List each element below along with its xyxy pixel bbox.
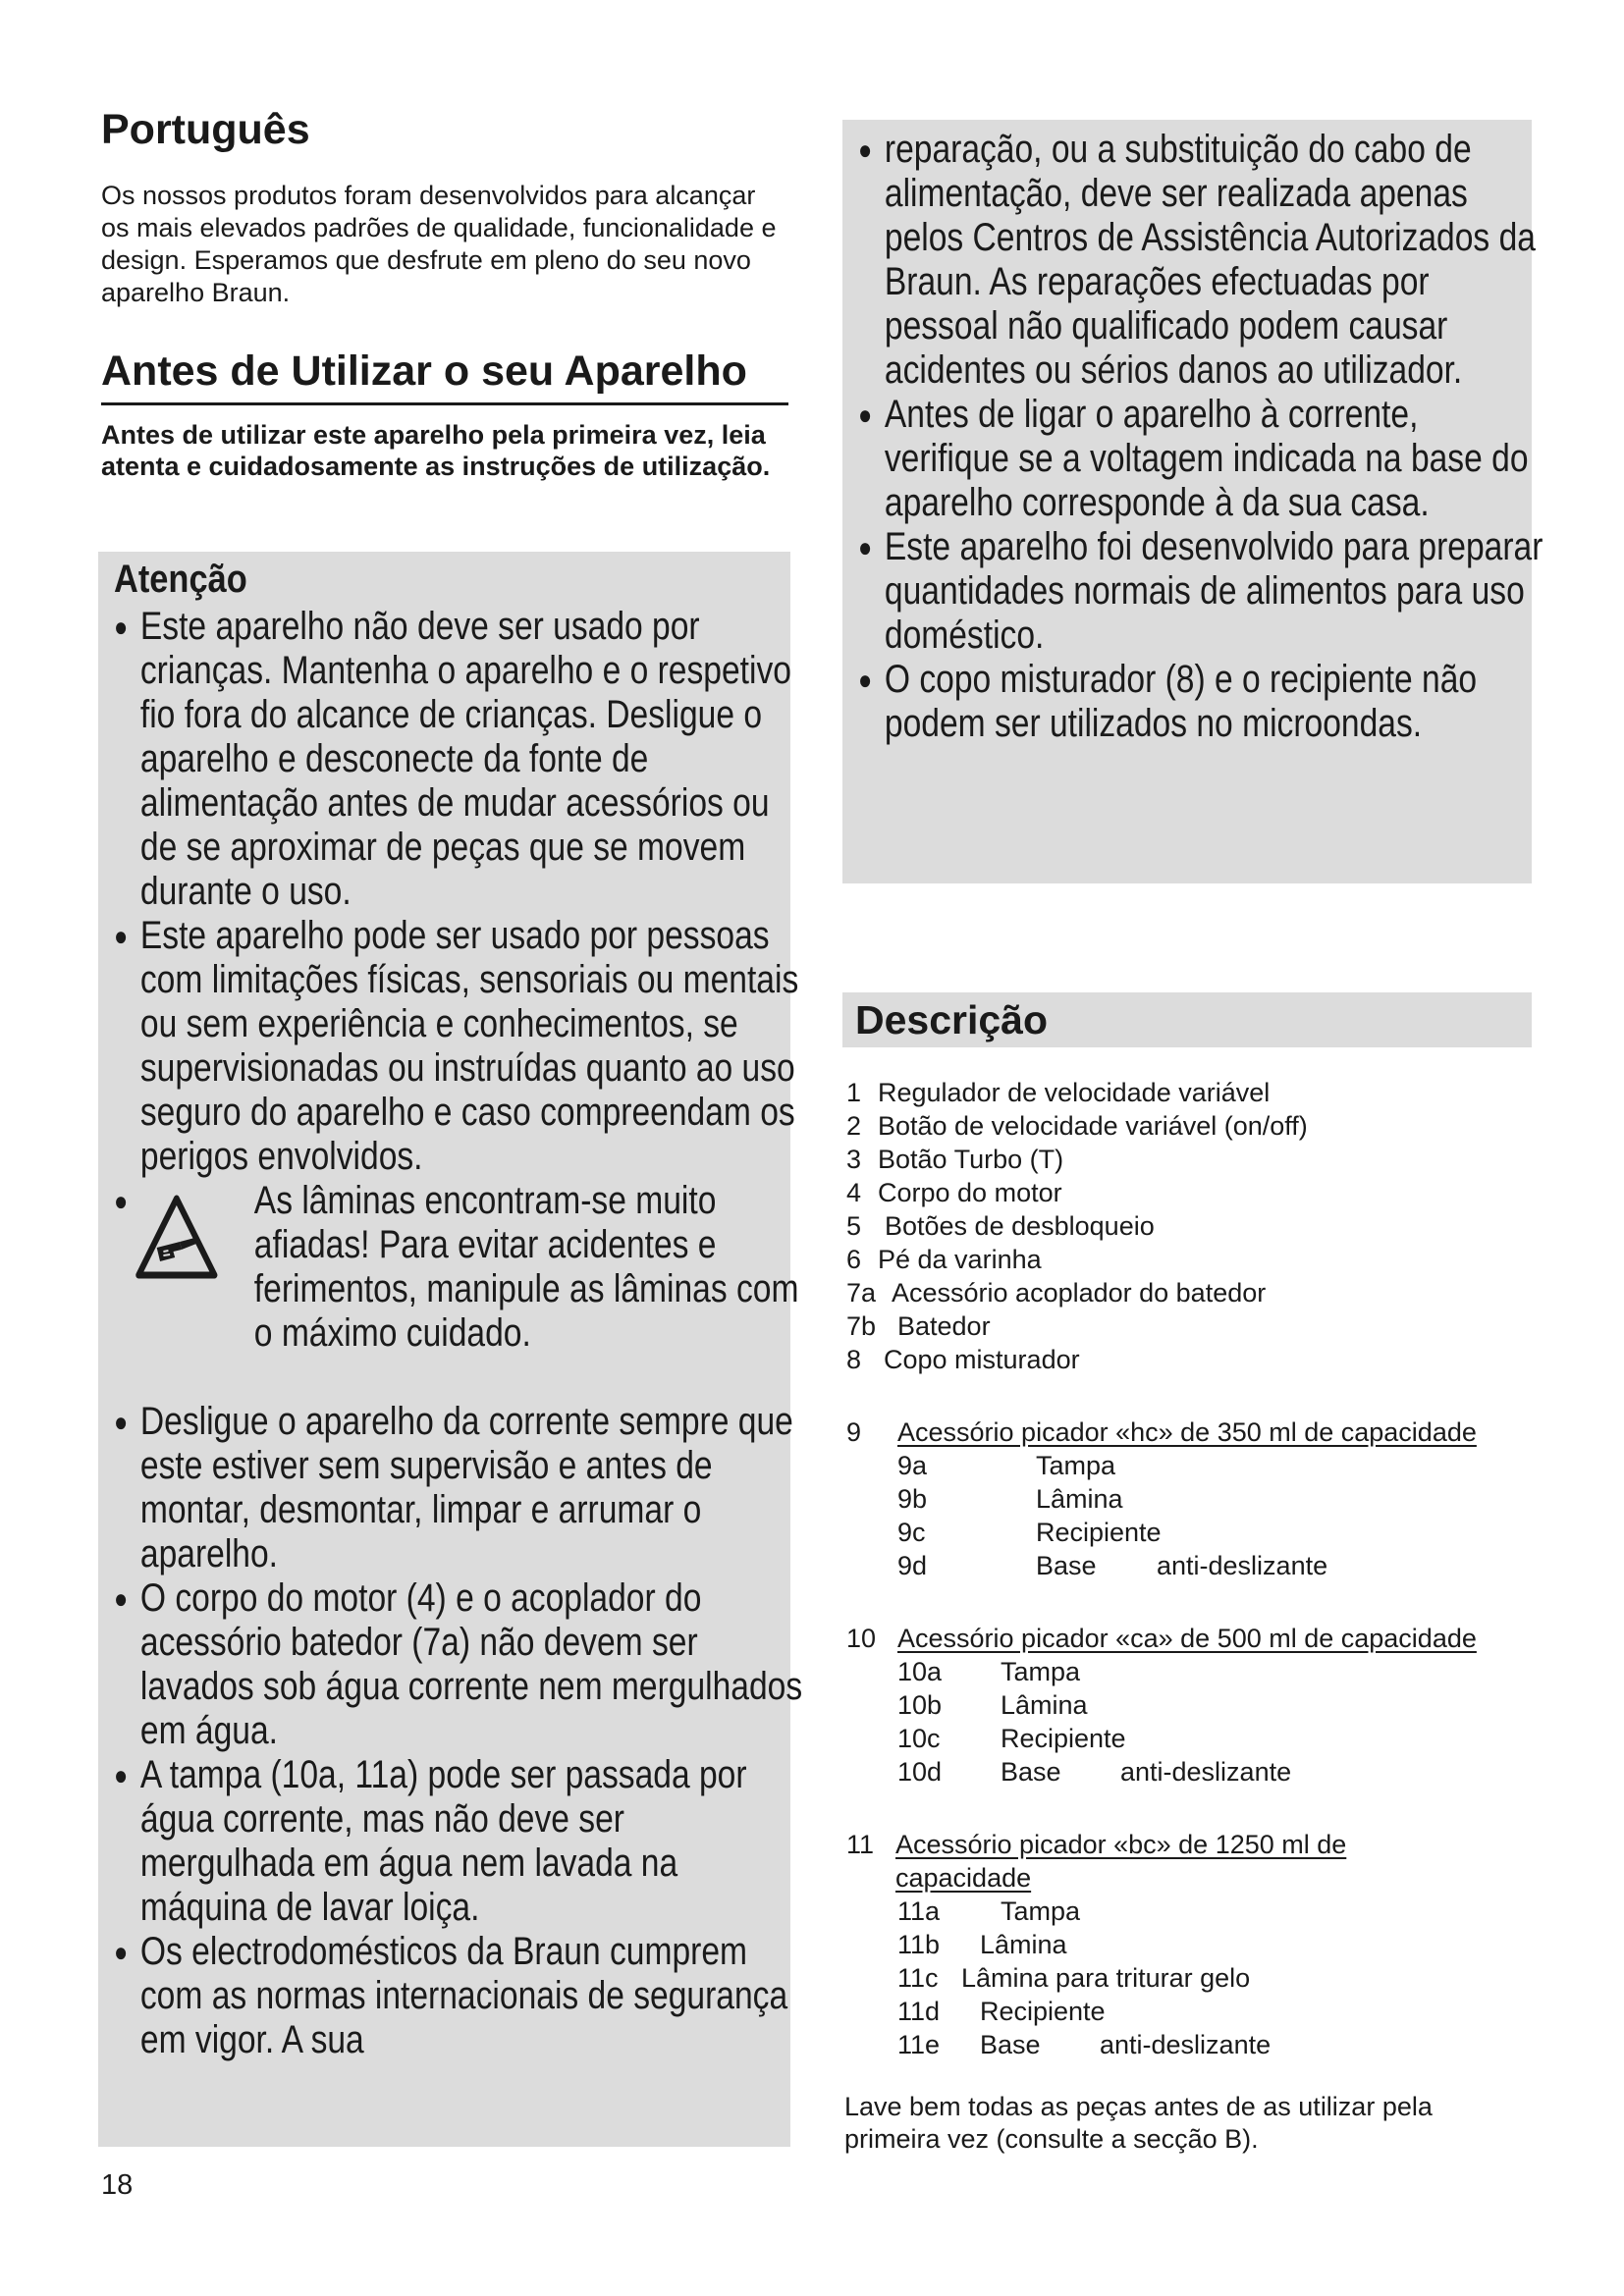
item-code: 11d bbox=[897, 1997, 941, 2026]
list-item: ● Este aparelho foi desenvolvido para preparar quantidades normais de alimentos para uso doméstico. bbox=[858, 525, 1551, 658]
attention-box-continued bbox=[842, 120, 1543, 883]
list-item: ● O copo misturador (8) e o recipiente não podem ser utilizados no microondas. bbox=[858, 658, 1551, 746]
item-label: Tampa bbox=[1001, 1657, 1081, 1686]
list-item: ● Este aparelho pode ser usado por pessoas com limitações físicas, sensoriais ou mentais ou sem experiência e conhecimentos, se supervisionadas ou instruídas quanto ao uso seguro do aparelho e caso compreendam os perigos envolvidos. bbox=[114, 914, 807, 1179]
page-number: 18 bbox=[101, 2169, 134, 2201]
part-number: 7b bbox=[846, 1311, 877, 1341]
item-code: 11c bbox=[897, 1963, 939, 1993]
list-item: ● A tampa (10a, 11a) pode ser passada por água corrente, mas não deve ser mergulhada em água nem lavada na máquina de lavar loiça. bbox=[114, 1753, 807, 1930]
item-label: Lâmina bbox=[1001, 1690, 1088, 1720]
part-number: 1 bbox=[846, 1078, 862, 1107]
part-number: 8 bbox=[846, 1345, 862, 1374]
group-number: 9 bbox=[846, 1417, 862, 1447]
blade-warning-text: As lâminas encontram-se muito afiadas! Para evitar acidentes e ferimentos, manipule as lâminas com o máximo cuidado. bbox=[253, 1179, 799, 1355]
group-title: Acessório picador «bc» de 1250 ml de bbox=[895, 1830, 1347, 1859]
part-label: Botões de desbloqueio bbox=[885, 1211, 1155, 1241]
group-number: 11 bbox=[846, 1830, 875, 1859]
description-title: Descrição bbox=[855, 997, 1049, 1042]
attention-list-continued bbox=[858, 128, 1551, 746]
group-title-continued: capacidade bbox=[895, 1863, 1032, 1893]
list-item: ● O corpo do motor (4) e o acoplador do acessório batedor (7a) não devem ser lavados sob água corrente nem mergulhados em água. bbox=[114, 1576, 807, 1753]
item-extra: anti-deslizante bbox=[1100, 2030, 1272, 2059]
item-code: 9d bbox=[897, 1551, 928, 1580]
item-code: 11a bbox=[897, 1896, 941, 1926]
intro-paragraph: Os nossos produtos foram desenvolvidos para alcançar os mais elevados padrões de qualidade, funcionalidade e design. Esperamos que desfrute em pleno do seu novo aparelho Braun. bbox=[101, 181, 777, 307]
part-number: 4 bbox=[846, 1178, 862, 1207]
language-heading: Português bbox=[101, 106, 310, 153]
part-label: Pé da varinha bbox=[878, 1245, 1042, 1274]
item-code: 9c bbox=[897, 1518, 926, 1547]
list-item: ● Antes de ligar o aparelho à corrente, verifique se a voltagem indicada na base do aparelho corresponde à da sua casa. bbox=[858, 393, 1551, 525]
group-title: Acessório picador «hc» de 350 ml de capacidade bbox=[897, 1417, 1477, 1447]
item-label: Tampa bbox=[1036, 1451, 1116, 1480]
part-number: 7a bbox=[846, 1278, 877, 1308]
before-use-lead: Antes de utilizar este aparelho pela primeira vez, leia atenta e cuidadosamente as instruções de utilização. bbox=[101, 420, 771, 481]
list-item: ● reparação, ou a substituição do cabo de alimentação, deve ser realizada apenas pelos Centros de Assistência Autorizados da Braun. As reparações efectuadas por pessoal não qualificado podem causar acidentes ou sérios danos ao utilizador. bbox=[858, 128, 1551, 393]
list-item: ● Os electrodomésticos da Braun cumprem com as normas internacionais de segurança em vigor. A sua bbox=[114, 1930, 807, 2062]
part-number: 3 bbox=[846, 1145, 862, 1174]
cleaning-note: Lave bem todas as peças antes de as utilizar pela primeira vez (consulte a secção B). bbox=[844, 2092, 1433, 2154]
item-label: Lâmina para triturar gelo bbox=[961, 1963, 1251, 1993]
attention-list bbox=[114, 605, 807, 2062]
section-title-before-use: Antes de Utilizar o seu Aparelho bbox=[101, 346, 788, 405]
item-label: Base bbox=[980, 2030, 1041, 2059]
part-number: 6 bbox=[846, 1245, 862, 1274]
warning-triangle-icon bbox=[135, 1193, 218, 1281]
item-label: Base bbox=[1001, 1757, 1061, 1787]
item-extra: anti-deslizante bbox=[1157, 1551, 1328, 1580]
list-item-blade-warning bbox=[114, 1179, 807, 1400]
group-title: Acessório picador «ca» de 500 ml de capacidade bbox=[897, 1624, 1477, 1653]
item-label: Lâmina bbox=[1036, 1484, 1123, 1514]
part-label: Botão Turbo (T) bbox=[878, 1145, 1064, 1174]
part-label: Corpo do motor bbox=[878, 1178, 1062, 1207]
attention-box bbox=[98, 552, 803, 2147]
item-code: 10d bbox=[897, 1757, 943, 1787]
item-code: 9b bbox=[897, 1484, 928, 1514]
part-label: Botão de velocidade variável (on/off) bbox=[878, 1111, 1308, 1141]
item-code: 11e bbox=[897, 2030, 941, 2059]
part-number: 2 bbox=[846, 1111, 862, 1141]
part-label: Regulador de velocidade variável bbox=[878, 1078, 1271, 1107]
item-label: Tampa bbox=[1001, 1896, 1081, 1926]
item-label: Base bbox=[1036, 1551, 1097, 1580]
item-label: Recipiente bbox=[1001, 1724, 1126, 1753]
description-title-bar bbox=[842, 992, 1532, 1047]
item-code: 10b bbox=[897, 1690, 943, 1720]
part-number: 5 bbox=[846, 1211, 862, 1241]
group-number: 10 bbox=[846, 1624, 877, 1653]
item-extra: anti-deslizante bbox=[1120, 1757, 1292, 1787]
part-label: Batedor bbox=[897, 1311, 991, 1341]
list-item: ● Este aparelho não deve ser usado por crianças. Mantenha o aparelho e o respetivo fio fora do alcance de crianças. Desligue o aparelho e desconecte da fonte de alimentação antes de mudar acessórios ou de se aproximar de peças que se movem durante o uso. bbox=[114, 605, 807, 914]
item-code: 11b bbox=[897, 1930, 941, 1959]
item-code: 9a bbox=[897, 1451, 928, 1480]
item-label: Recipiente bbox=[980, 1997, 1106, 2026]
attention-title: Atenção bbox=[114, 558, 247, 601]
item-label: Recipiente bbox=[1036, 1518, 1162, 1547]
item-code: 10c bbox=[897, 1724, 941, 1753]
list-item: ● Desligue o aparelho da corrente sempre que este estiver sem supervisão e antes de montar, desmontar, limpar e arrumar o aparelho. bbox=[114, 1400, 807, 1576]
item-code: 10a bbox=[897, 1657, 943, 1686]
item-label: Lâmina bbox=[980, 1930, 1067, 1959]
part-label: Copo misturador bbox=[884, 1345, 1080, 1374]
part-label: Acessório acoplador do batedor bbox=[892, 1278, 1267, 1308]
